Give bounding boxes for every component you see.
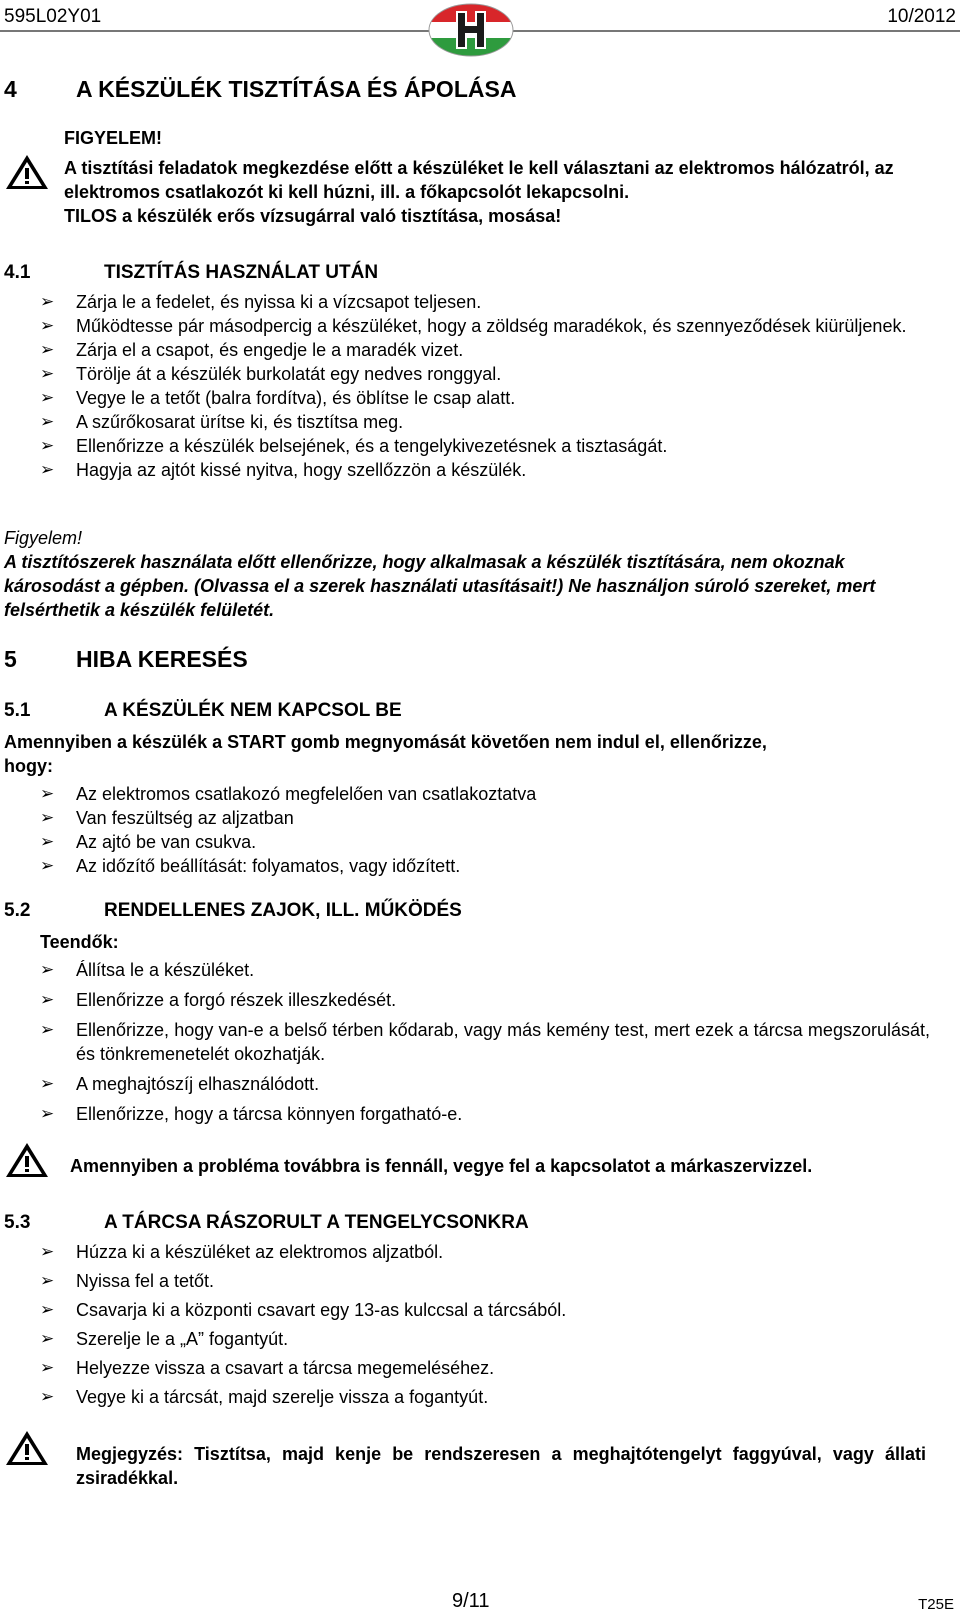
arrow-bullet-icon: ➢ [40, 1104, 55, 1123]
arrow-bullet-icon: ➢ [40, 784, 55, 803]
arrow-bullet-icon: ➢ [40, 460, 55, 479]
footer-code: T25E [918, 1596, 954, 1613]
list-item: ➢ Zárja le a fedelet, és nyissa ki a vízcsapot teljesen. [40, 292, 482, 312]
sub41-list [0, 290, 920, 482]
sub51-list [0, 782, 920, 878]
page-number: 9/11 [452, 1590, 490, 1612]
list-item: ➢ Ellenőrizze a forgó részek illeszkedését. [40, 990, 397, 1010]
section5-number: 5 [4, 646, 17, 672]
arrow-bullet-icon: ➢ [40, 388, 55, 407]
doc-date: 10/2012 [887, 6, 956, 27]
list-item: ➢ Húzza ki a készüléket az elektromos aljzatból. [40, 1242, 444, 1262]
list-item: ➢ Ellenőrizze a készülék belsejének, és a tengelykivezetésnek a tisztaságát. [40, 436, 668, 456]
arrow-bullet-icon: ➢ [40, 436, 55, 455]
list-item: ➢ Az időzítő beállítását: folyamatos, vagy időzített. [40, 856, 461, 876]
list-item: ➢ Csavarja ki a központi csavart egy 13-as kulccsal a tárcsából. [40, 1300, 567, 1320]
note-title: Figyelem! [4, 528, 83, 548]
list-item: ➢ Van feszültség az aljzatban [40, 808, 294, 828]
list-item: ➢ Vegye ki a tárcsát, majd szerelje vissza a fogantyút. [40, 1387, 489, 1407]
list-item: ➢ Állítsa le a készüléket. [40, 960, 255, 980]
list-item: ➢ A szűrőkosarat ürítse ki, és tisztítsa meg. [40, 412, 404, 432]
arrow-bullet-icon: ➢ [40, 832, 55, 851]
arrow-bullet-icon: ➢ [40, 1329, 55, 1348]
sub52-title: RENDELLENES ZAJOK, ILL. MŰKÖDÉS [104, 900, 462, 921]
list-item: ➢ Az elektromos csatlakozó megfelelően van csatlakoztatva [40, 784, 537, 804]
warning-triangle-icon [4, 1428, 50, 1468]
sub53-note: Megjegyzés: Tisztítsa, majd kenje be rendszeresen a meghajtótengelyt faggyúval, vagy állati zsiradékkal. [76, 1444, 926, 1488]
warning-title: FIGYELEM! [64, 128, 162, 148]
sub53-title: A TÁRCSA RÁSZORULT A TENGELYCSONKRA [104, 1212, 529, 1233]
list-item: ➢ Hagyja az ajtót kissé nyitva, hogy szellőzzön a készülék. [40, 460, 527, 480]
arrow-bullet-icon: ➢ [40, 808, 55, 827]
list-item: ➢ Vegye le a tetőt (balra fordítva), és öblítse le csap alatt. [40, 388, 516, 408]
arrow-bullet-icon: ➢ [40, 1242, 55, 1261]
list-item: ➢ Szerelje le a „A” fogantyút. [40, 1329, 289, 1349]
list-item: ➢ Zárja el a csapot, és engedje le a maradék vizet. [40, 340, 464, 360]
warning-text-2: TILOS a készülék erős vízsugárral való tisztítása, mosása! [64, 206, 562, 226]
section5-title: HIBA KERESÉS [76, 646, 248, 672]
warning-triangle-icon [4, 152, 50, 192]
sub52-warning: Amennyiben a probléma továbbra is fennáll, vegye fel a kapcsolatot a márkaszervizzel. [70, 1156, 813, 1176]
arrow-bullet-icon: ➢ [40, 364, 55, 383]
doc-code: 595L02Y01 [4, 6, 102, 27]
sub53-number: 5.3 [4, 1212, 31, 1233]
arrow-bullet-icon: ➢ [40, 990, 55, 1009]
list-item: ➢ Működtesse pár másodpercig a készüléket, hogy a zöldség maradékok, és szennyeződések kiürüljenek. [40, 316, 907, 336]
sub52-list [0, 958, 930, 1126]
warning-text: A tisztítási feladatok megkezdése előtt a készüléket le kell választani az elektromos hálózatról, az elektromos csatlakozót ki kell húzni, ill. a főkapcsolót lekapcsolni. [64, 158, 894, 202]
arrow-bullet-icon: ➢ [40, 960, 55, 979]
arrow-bullet-icon: ➢ [40, 292, 55, 311]
section4-number: 4 [4, 76, 17, 102]
list-item: ➢ Törölje át a készülék burkolatát egy nedves ronggyal. [40, 364, 502, 384]
arrow-bullet-icon: ➢ [40, 412, 55, 431]
note-text: A tisztítószerek használata előtt ellenőrizze, hogy alkalmasak a készülék tisztítására, nem okoznak károsodást a gépben. (Olvassa el a szerek használati utasításait!) Ne használjon súroló szereket, mert felsérthetik a készülék felületét. [4, 552, 876, 620]
arrow-bullet-icon: ➢ [40, 1271, 55, 1290]
list-item: ➢ Ellenőrizze, hogy van-e a belső térben kődarab, vagy más kemény test, mert ezek a tárcsa megszorulását, és tönkremenetelét okozhatják. [40, 1020, 930, 1064]
arrow-bullet-icon: ➢ [40, 856, 55, 875]
arrow-bullet-icon: ➢ [40, 340, 55, 359]
arrow-bullet-icon: ➢ [40, 1300, 55, 1319]
arrow-bullet-icon: ➢ [40, 1387, 55, 1406]
sub51-number: 5.1 [4, 700, 31, 721]
list-item: ➢ Helyezze vissza a csavart a tárcsa megemeléséhez. [40, 1358, 495, 1378]
warning-triangle-icon [4, 1140, 50, 1180]
sub41-title: TISZTÍTÁS HASZNÁLAT UTÁN [104, 262, 379, 283]
sub52-number: 5.2 [4, 900, 31, 921]
list-item: ➢ A meghajtószíj elhasználódott. [40, 1074, 320, 1094]
todo-label: Teendők: [40, 932, 119, 952]
arrow-bullet-icon: ➢ [40, 1074, 55, 1093]
arrow-bullet-icon: ➢ [40, 1020, 55, 1039]
arrow-bullet-icon: ➢ [40, 1358, 55, 1377]
list-item: ➢ Az ajtó be van csukva. [40, 832, 257, 852]
sub41-number: 4.1 [4, 262, 31, 283]
list-item: ➢ Ellenőrizze, hogy a tárcsa könnyen forgatható-e. [40, 1104, 463, 1124]
sub53-list [0, 1240, 920, 1409]
section4-title: A KÉSZÜLÉK TISZTÍTÁSA ÉS ÁPOLÁSA [76, 76, 517, 102]
hungarian-flag-h-logo [426, 2, 516, 58]
sub51-title: A KÉSZÜLÉK NEM KAPCSOL BE [104, 700, 402, 721]
list-item: ➢ Nyissa fel a tetőt. [40, 1271, 215, 1291]
arrow-bullet-icon: ➢ [40, 316, 55, 335]
sub51-intro: Amennyiben a készülék a START gomb megnyomását követően nem indul el, ellenőrizze, hogy: [4, 732, 767, 776]
